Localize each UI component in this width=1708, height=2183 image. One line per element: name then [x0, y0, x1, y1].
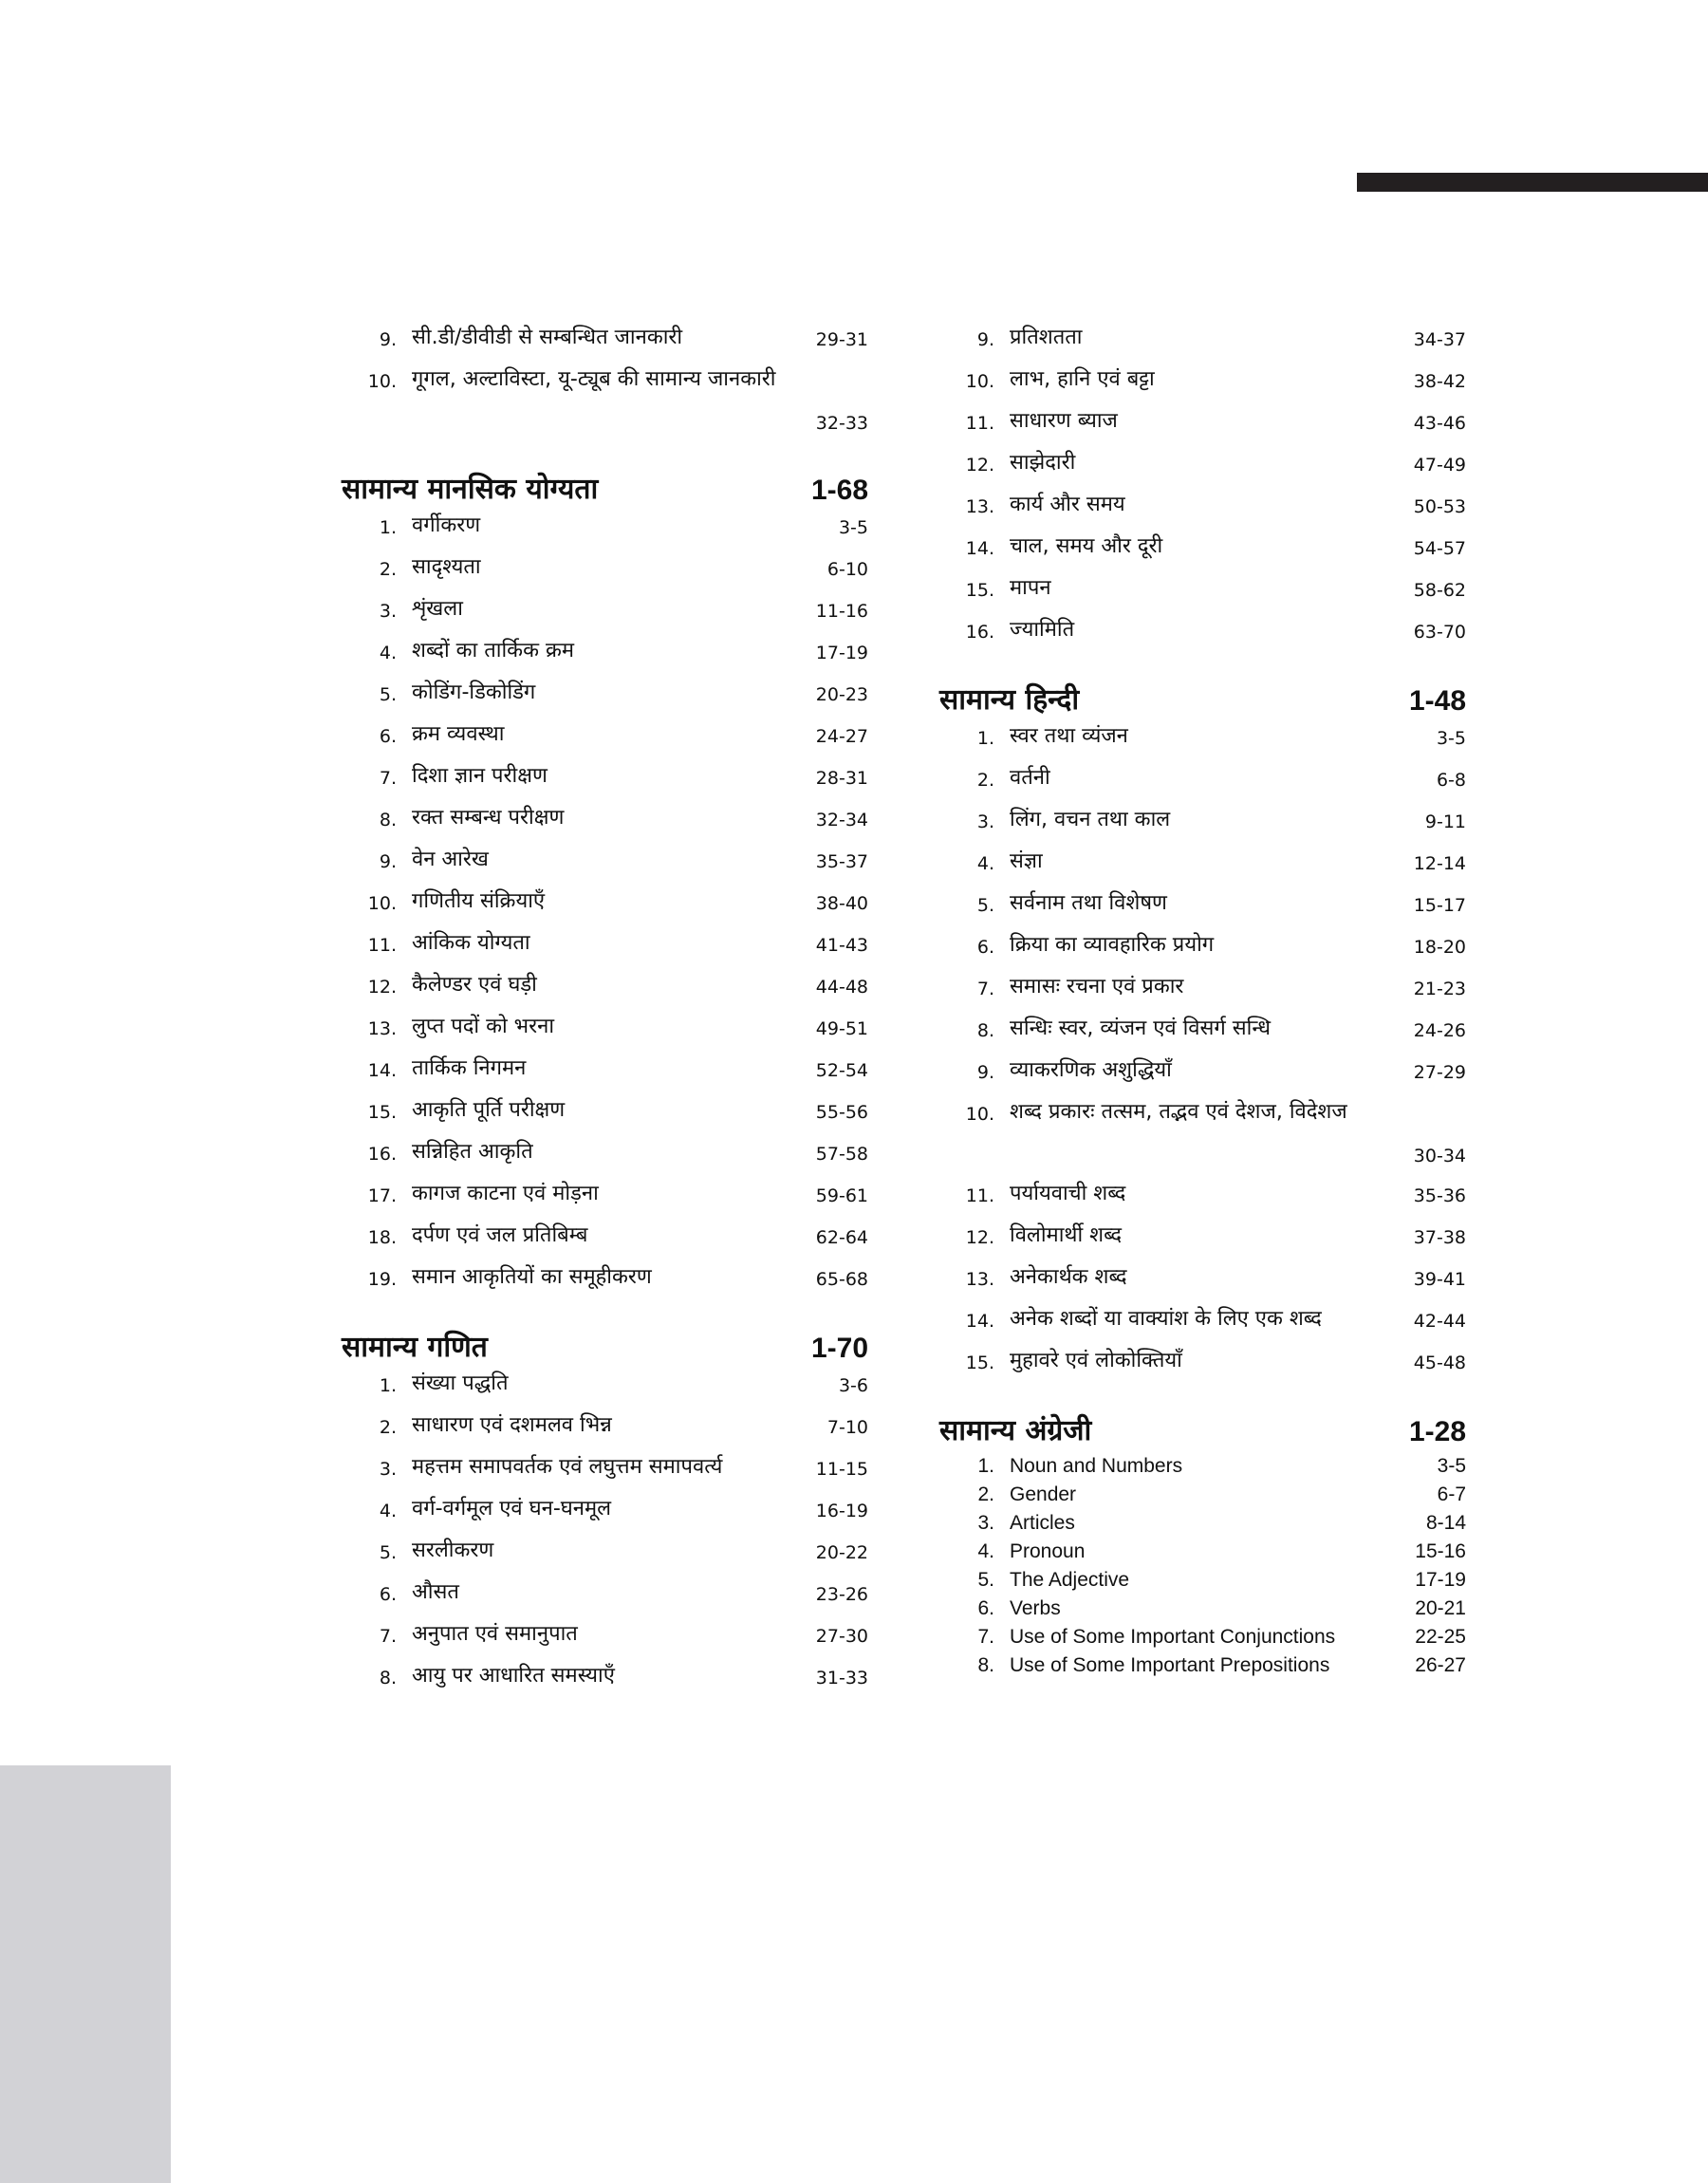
- toc-item[interactable]: [351, 803, 868, 845]
- item-pages: 6-10: [826, 559, 868, 580]
- item-title: रक्त सम्बन्ध परीक्षण: [412, 806, 565, 830]
- item-number: 1.: [976, 728, 994, 749]
- section-title: सामान्य गणित: [342, 1331, 488, 1364]
- toc-item[interactable]: [351, 1012, 868, 1054]
- item-title: चाल, समय और दूरी: [1010, 534, 1163, 558]
- toc-item[interactable]: [949, 972, 1466, 1014]
- toc-item[interactable]: [949, 1262, 1466, 1304]
- toc-item[interactable]: [351, 1619, 868, 1661]
- item-number: 4.: [977, 1540, 994, 1562]
- item-pages: 11-16: [815, 601, 868, 622]
- item-pages: 18-20: [1413, 937, 1466, 958]
- item-title: आंकिक योग्यता: [412, 931, 530, 955]
- item-number: 2.: [379, 1417, 397, 1438]
- item-title: सरलीकरण: [412, 1539, 494, 1562]
- item-number: 15.: [965, 1353, 994, 1373]
- item-pages: 12-14: [1413, 853, 1466, 874]
- section-title: सामान्य मानसिक योग्यता: [342, 473, 599, 506]
- item-number: 16.: [965, 622, 994, 643]
- item-title: दिशा ज्ञान परीक्षण: [412, 764, 548, 788]
- item-title: संख्या पद्धति: [412, 1371, 509, 1395]
- item-pages: 47-49: [1413, 455, 1466, 476]
- item-pages: 55-56: [815, 1102, 868, 1123]
- toc-item[interactable]: [949, 1014, 1466, 1055]
- item-number: 10.: [965, 1104, 994, 1125]
- item-pages: 3-5: [1437, 1455, 1466, 1477]
- intro-list: [949, 323, 1466, 657]
- item-pages: 15-16: [1415, 1540, 1466, 1562]
- item-title: कोडिंग-डिकोडिंग: [412, 681, 536, 704]
- item-number: 16.: [367, 1144, 397, 1165]
- item-title: सी.डी/डीवीडी से सम्बन्धित जानकारी: [412, 326, 683, 349]
- item-number: 6.: [977, 1597, 994, 1619]
- item-title: पर्यायवाची शब्द: [1010, 1182, 1126, 1205]
- section-hindi: [939, 661, 1466, 1388]
- item-number: 11.: [367, 935, 397, 956]
- item-title: औसत: [412, 1580, 459, 1604]
- item-title: कागज काटना एवं मोड़ना: [412, 1182, 599, 1205]
- toc-item[interactable]: [351, 1137, 868, 1179]
- toc-item[interactable]: [949, 364, 1466, 406]
- item-number: 5.: [379, 684, 397, 705]
- item-number: 10.: [367, 893, 397, 914]
- item-title: व्याकरणिक अशुद्धियाँ: [1010, 1058, 1172, 1082]
- toc-item[interactable]: [949, 888, 1466, 930]
- side-gray-tab: [0, 1765, 171, 2183]
- section-page-range: 1-70: [810, 1333, 868, 1364]
- item-pages: 27-30: [815, 1626, 868, 1647]
- toc-item[interactable]: [949, 1221, 1466, 1262]
- toc-item[interactable]: [351, 511, 868, 552]
- item-number: 3.: [976, 812, 994, 832]
- item-number: 3.: [379, 601, 397, 622]
- item-pages: 24-26: [1413, 1020, 1466, 1041]
- item-number: 12.: [367, 977, 397, 998]
- section-header: [939, 661, 1466, 718]
- toc-item[interactable]: [351, 552, 868, 594]
- item-pages: 39-41: [1413, 1269, 1466, 1290]
- toc-right-column: [939, 323, 1466, 1680]
- item-pages: 38-40: [815, 893, 868, 914]
- item-pages: 24-27: [815, 726, 868, 747]
- item-title: The Adjective: [1010, 1569, 1130, 1591]
- toc-item[interactable]: [351, 970, 868, 1012]
- item-number: 11.: [965, 1185, 994, 1206]
- toc-item[interactable]: [949, 1623, 1466, 1651]
- toc-item[interactable]: [949, 1651, 1466, 1680]
- item-pages: 42-44: [1413, 1311, 1466, 1332]
- item-number: 10.: [367, 371, 397, 392]
- item-number: 15.: [367, 1102, 397, 1123]
- item-title: स्वर तथा व्यंजन: [1010, 724, 1128, 748]
- item-number: 17.: [367, 1185, 397, 1206]
- toc-item[interactable]: [351, 1054, 868, 1095]
- item-number: 12.: [965, 455, 994, 476]
- toc-item[interactable]: [351, 1410, 868, 1452]
- item-title: वर्गीकरण: [412, 513, 481, 537]
- toc-item[interactable]: [351, 1577, 868, 1619]
- item-number: 8.: [977, 1654, 994, 1676]
- toc-item[interactable]: [949, 763, 1466, 805]
- item-number: 14.: [965, 538, 994, 559]
- toc-item[interactable]: [949, 532, 1466, 573]
- item-title: प्रतिशतता: [1010, 326, 1083, 349]
- item-number: 4.: [976, 853, 994, 874]
- toc-item[interactable]: [351, 886, 868, 928]
- item-pages: 35-37: [815, 851, 868, 872]
- item-title: सादृश्यता: [412, 555, 481, 579]
- item-title: विलोमार्थी शब्द: [1010, 1223, 1123, 1247]
- toc-item[interactable]: [949, 490, 1466, 532]
- item-pages: 27-29: [1413, 1062, 1466, 1083]
- item-number: 8.: [976, 1020, 994, 1041]
- toc-item[interactable]: [949, 847, 1466, 888]
- toc-item[interactable]: [351, 1369, 868, 1410]
- item-number: 6.: [379, 1584, 397, 1605]
- item-title: सन्धिः स्वर, व्यंजन एवं विसर्ग सन्धि: [1010, 1017, 1271, 1040]
- item-pages: 57-58: [815, 1144, 868, 1165]
- item-pages: 16-19: [815, 1501, 868, 1521]
- item-title: अनेकार्थक शब्द: [1010, 1265, 1127, 1289]
- item-pages: 28-31: [815, 768, 868, 789]
- item-title: शब्दों का तार्किक क्रम: [412, 639, 575, 662]
- toc-item[interactable]: [949, 448, 1466, 490]
- item-number: 6.: [379, 726, 397, 747]
- section-title: सामान्य अंग्रेजी: [939, 1414, 1092, 1447]
- item-pages: 3-5: [838, 517, 868, 538]
- item-number: 15.: [965, 580, 994, 601]
- item-pages: 23-26: [815, 1584, 868, 1605]
- left-sections: [342, 450, 868, 1703]
- item-pages: 38-42: [1413, 371, 1466, 392]
- section-page-range: 1-68: [810, 475, 868, 506]
- item-title: शब्द प्रकारः तत्सम, तद्भव एवं देशज, विदेशज: [1010, 1100, 1347, 1124]
- item-number: 3.: [379, 1459, 397, 1480]
- toc-item[interactable]: [949, 406, 1466, 448]
- item-title: आयु पर आधारित समस्याएँ: [412, 1664, 615, 1688]
- item-title: सर्वनाम तथा विशेषण: [1010, 891, 1167, 915]
- section-page-range: 1-48: [1408, 685, 1466, 717]
- top-decorative-bar: [1357, 173, 1708, 192]
- item-title: कार्य और समय: [1010, 493, 1125, 516]
- item-title: समासः रचना एवं प्रकार: [1010, 975, 1184, 998]
- toc-item[interactable]: [949, 1566, 1466, 1595]
- item-number: 5.: [977, 1569, 994, 1591]
- item-title: Articles: [1010, 1512, 1075, 1534]
- item-pages: 20-21: [1415, 1597, 1466, 1619]
- item-number: 5.: [976, 895, 994, 916]
- item-title: महत्तम समापवर्तक एवं लघुत्तम समापवर्त्य: [412, 1455, 723, 1479]
- item-pages: 6-8: [1436, 770, 1466, 791]
- toc-item[interactable]: [351, 845, 868, 886]
- item-title: समान आकृतियों का समूहीकरण: [412, 1265, 652, 1289]
- item-pages: 7-10: [826, 1417, 868, 1438]
- item-pages: 43-46: [1413, 413, 1466, 434]
- toc-item[interactable]: [949, 1304, 1466, 1346]
- item-pages: 3-6: [838, 1375, 868, 1396]
- item-title: वेन आरेख: [412, 848, 489, 871]
- item-number: 19.: [367, 1269, 397, 1290]
- section-english: [939, 1391, 1466, 1680]
- section-page-range: 1-28: [1408, 1416, 1466, 1447]
- item-title: क्रम व्यवस्था: [412, 722, 505, 746]
- toc-item[interactable]: [351, 761, 868, 803]
- toc-item[interactable]: [949, 1179, 1466, 1221]
- toc-item[interactable]: [949, 1538, 1466, 1566]
- item-pages: 15-17: [1413, 895, 1466, 916]
- item-pages: 63-70: [1413, 622, 1466, 643]
- item-pages: 29-31: [815, 329, 868, 350]
- item-number: 14.: [367, 1060, 397, 1081]
- toc-item[interactable]: [949, 1509, 1466, 1538]
- toc-item[interactable]: [949, 615, 1466, 657]
- toc-item[interactable]: [351, 364, 868, 446]
- item-pages: 32-33: [815, 413, 868, 434]
- item-title: Use of Some Important Prepositions: [1010, 1654, 1330, 1676]
- section-header: [342, 450, 868, 507]
- item-number: 6.: [976, 937, 994, 958]
- item-number: 9.: [976, 329, 994, 350]
- item-pages: 6-7: [1437, 1483, 1466, 1505]
- toc-left-column: [342, 323, 868, 1703]
- toc-item[interactable]: [351, 1452, 868, 1494]
- toc-item[interactable]: [949, 805, 1466, 847]
- toc-item[interactable]: [351, 1262, 868, 1304]
- item-number: 9.: [379, 851, 397, 872]
- toc-item[interactable]: [351, 928, 868, 970]
- item-title: अनेक शब्दों या वाक्यांश के लिए एक शब्द: [1010, 1307, 1322, 1331]
- toc-item[interactable]: [351, 1494, 868, 1536]
- item-title: साझेदारी: [1010, 451, 1076, 475]
- item-title: Verbs: [1010, 1597, 1061, 1619]
- item-title: कैलेण्डर एवं घड़ी: [412, 973, 537, 997]
- item-title: ज्यामिति: [1010, 618, 1075, 642]
- section-header: [342, 1308, 868, 1365]
- toc-item[interactable]: [949, 721, 1466, 763]
- item-number: 10.: [965, 371, 994, 392]
- item-number: 5.: [379, 1542, 397, 1563]
- item-pages: 20-22: [815, 1542, 868, 1563]
- toc-item[interactable]: [949, 1097, 1466, 1179]
- item-pages: 65-68: [815, 1269, 868, 1290]
- item-pages: 20-23: [815, 684, 868, 705]
- item-title: सन्निहित आकृति: [412, 1140, 533, 1164]
- item-number: 2.: [977, 1483, 994, 1505]
- item-title: तार्किक निगमन: [412, 1056, 527, 1080]
- item-pages: 32-34: [815, 810, 868, 830]
- toc-item[interactable]: [351, 1221, 868, 1262]
- item-number: 2.: [976, 770, 994, 791]
- item-title: वर्ग-वर्गमूल एवं घन-घनमूल: [412, 1497, 612, 1521]
- item-number: 8.: [379, 810, 397, 830]
- item-number: 2.: [379, 559, 397, 580]
- item-number: 9.: [379, 329, 397, 350]
- toc-item[interactable]: [351, 719, 868, 761]
- item-number: 1.: [379, 1375, 397, 1396]
- toc-item[interactable]: [351, 636, 868, 678]
- item-pages: 45-48: [1413, 1353, 1466, 1373]
- item-pages: 21-23: [1413, 979, 1466, 999]
- item-pages: 17-19: [815, 643, 868, 663]
- item-pages: 54-57: [1413, 538, 1466, 559]
- item-pages: 44-48: [815, 977, 868, 998]
- item-pages: 49-51: [815, 1018, 868, 1039]
- item-pages: 31-33: [815, 1668, 868, 1689]
- item-title: Noun and Numbers: [1010, 1455, 1183, 1477]
- item-title: क्रिया का व्यावहारिक प्रयोग: [1010, 933, 1215, 957]
- item-number: 13.: [965, 496, 994, 517]
- item-title: साधारण ब्याज: [1010, 409, 1118, 433]
- item-number: 14.: [965, 1311, 994, 1332]
- item-title: Pronoun: [1010, 1540, 1086, 1562]
- toc-item[interactable]: [949, 1346, 1466, 1388]
- item-number: 4.: [379, 643, 397, 663]
- item-pages: 58-62: [1413, 580, 1466, 601]
- item-pages: 37-38: [1413, 1227, 1466, 1248]
- item-title: अनुपात एवं समानुपात: [412, 1622, 578, 1646]
- item-number: 1.: [977, 1455, 994, 1477]
- item-pages: 22-25: [1415, 1626, 1466, 1648]
- item-title: लाभ, हानि एवं बट्टा: [1010, 367, 1155, 391]
- toc-item[interactable]: [351, 594, 868, 636]
- item-pages: 34-37: [1413, 329, 1466, 350]
- toc-item[interactable]: [351, 678, 868, 719]
- item-title: गूगल, अल्टाविस्टा, यू-ट्यूब की सामान्य जानकारी: [412, 367, 776, 391]
- item-title: मापन: [1010, 576, 1051, 600]
- item-pages: 26-27: [1415, 1654, 1466, 1676]
- item-title: वर्तनी: [1010, 766, 1050, 790]
- item-title: शृंखला: [412, 597, 463, 621]
- item-title: दर्पण एवं जल प्रतिबिम्ब: [412, 1223, 588, 1247]
- item-pages: 59-61: [815, 1185, 868, 1206]
- item-number: 13.: [965, 1269, 994, 1290]
- item-pages: 17-19: [1415, 1569, 1466, 1591]
- toc-item[interactable]: [949, 1055, 1466, 1097]
- item-title: गणितीय संक्रियाएँ: [412, 889, 546, 913]
- toc-item[interactable]: [351, 1179, 868, 1221]
- item-pages: 41-43: [815, 935, 868, 956]
- item-pages: 11-15: [815, 1459, 868, 1480]
- item-pages: 62-64: [815, 1227, 868, 1248]
- item-number: 11.: [965, 413, 994, 434]
- toc-item[interactable]: [351, 323, 868, 364]
- toc-item[interactable]: [949, 573, 1466, 615]
- item-number: 1.: [379, 517, 397, 538]
- item-pages: 3-5: [1436, 728, 1466, 749]
- item-pages: 35-36: [1413, 1185, 1466, 1206]
- toc-item[interactable]: [949, 323, 1466, 364]
- toc-item[interactable]: [351, 1095, 868, 1137]
- item-pages: 50-53: [1413, 496, 1466, 517]
- item-title: साधारण एवं दशमलव भिन्न: [412, 1413, 612, 1437]
- item-number: 7.: [977, 1626, 994, 1648]
- section-title: सामान्य हिन्दी: [939, 683, 1080, 717]
- item-number: 7.: [976, 979, 994, 999]
- item-number: 12.: [965, 1227, 994, 1248]
- item-number: 7.: [379, 768, 397, 789]
- item-number: 4.: [379, 1501, 397, 1521]
- section-header: [939, 1391, 1466, 1448]
- item-title: Use of Some Important Conjunctions: [1010, 1626, 1336, 1648]
- toc-item[interactable]: [949, 1595, 1466, 1623]
- item-title: संज्ञा: [1010, 849, 1043, 873]
- item-title: लिंग, वचन तथा काल: [1010, 808, 1171, 831]
- item-title: मुहावरे एवं लोकोक्तियाँ: [1010, 1349, 1182, 1372]
- item-pages: 30-34: [1413, 1146, 1466, 1166]
- item-number: 18.: [367, 1227, 397, 1248]
- item-pages: 9-11: [1424, 812, 1466, 832]
- toc-item[interactable]: [949, 1481, 1466, 1509]
- item-number: 8.: [379, 1668, 397, 1689]
- toc-item[interactable]: [949, 1452, 1466, 1481]
- item-title: Gender: [1010, 1483, 1077, 1505]
- toc-item[interactable]: [351, 1661, 868, 1703]
- item-pages: 8-14: [1425, 1512, 1466, 1534]
- item-pages: 52-54: [815, 1060, 868, 1081]
- item-number: 13.: [367, 1018, 397, 1039]
- toc-item[interactable]: [351, 1536, 868, 1577]
- item-number: 7.: [379, 1626, 397, 1647]
- item-number: 3.: [977, 1512, 994, 1534]
- item-title: लुप्त पदों को भरना: [412, 1015, 555, 1038]
- toc-item[interactable]: [949, 930, 1466, 972]
- item-number: 9.: [976, 1062, 994, 1083]
- intro-list: [351, 323, 868, 446]
- item-title: आकृति पूर्ति परीक्षण: [412, 1098, 566, 1122]
